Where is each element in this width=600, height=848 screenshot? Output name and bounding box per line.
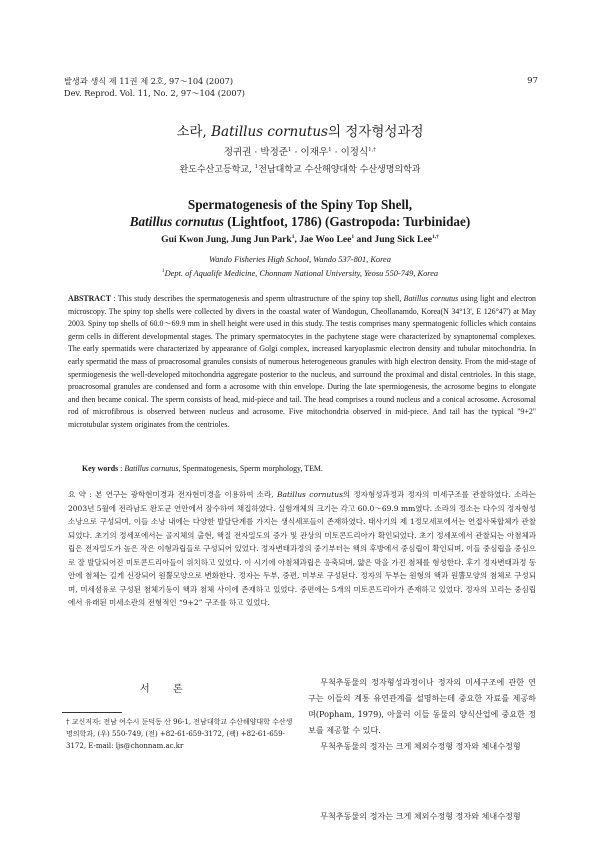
english-author-2: , Jae Woo Lee (294, 234, 352, 246)
korean-abstract-species: Batillus cornutus (277, 490, 343, 499)
intro-paragraph-2: 무척추동물의 정자는 크게 체외수정형 정자와 체내수정형 (320, 741, 521, 751)
abstract-text-1: : This study describes the spermatogenesis and sperm ultrastructure of the spiny top shell, (110, 294, 404, 303)
korean-affiliation (0, 162, 600, 175)
section-title-introduction: 서 론 (140, 684, 193, 695)
english-author-3: and Jung Sick Lee (354, 234, 432, 246)
superscript: 1 (161, 268, 165, 274)
abstract-label: ABSTRACT (68, 294, 111, 303)
korean-title-prefix: 소라, (176, 124, 212, 140)
korean-authors (0, 144, 600, 158)
footnote-divider (62, 712, 122, 713)
korean-abstract-text-1: 요 약 : 본 연구는 광학현미경과 전자현미경을 이용하여 소라, (68, 490, 278, 499)
korean-title (0, 120, 600, 140)
introduction-column (308, 674, 536, 754)
superscript: 1,† (368, 146, 377, 153)
korean-affiliation-2: 전남대학교 수산해양대학 수산생명의학과 (258, 165, 421, 175)
english-title-line1: Spermatogenesis of the Spiny Top Shell, (187, 197, 413, 212)
superscript: 1 (351, 234, 355, 240)
page-number: 97 (527, 76, 538, 86)
abstract-text-2: using light and electron microscopy. The spiny top shells were collected by divers in the coastal water of Wandogun, Cheollanamdo, Korea(N 34°13', E 126°47') at May 2003. Spiny top shells of 60.0～69.9 mm in shell height were used in this study. The testis comprises many spermatogenic follicles which contains germ cells in different developmental stages. The primary spermatocytes in the pachytene stage were characterized by synaptonemal complexes. The early spermatids were characterized by appearance of Golgi complex, increased karyoplasmic electron density and tubular mitochondria. In early spermatid the mass of proacrosomal granules consists of numerous heterogeneous granules with high electron density. From the mid-stage of spermiogenesis the well-developed mitochondria aggregate posterior to the nucleus, and surround the proximal and distal centrioles. In this stage, proacrosomal granules are condensed and form a acrosome with thin envelope. During the late spermiogenesis, the acrosome begins to elongate and then became conical. The sperm consists of head, mid-piece and tail. The head comprises a round nucleus and a conical acrosome. Acrosomal rod of microfibrous is observed between nucleus and acrosome. Five mitochondria observed in mid-piece. And tail has the typical "9+2" microtubular system originates from the centrioles. (68, 294, 536, 429)
abstract-species: Batillus cornutus (403, 294, 459, 303)
journal-header-english: Dev. Reprod. Vol. 11, No. 2, 97～104 (2007) (64, 88, 245, 98)
keywords-rest: , Spermatogenesis, Sperm morphology, TEM. (178, 464, 323, 473)
corresponding-author-footnote: † 교신저자: 전남 여수시 둔덕동 산 96-1, 전남대학교 수산해양대학 수산생명의학과, (우) 550-749, (전) +82-61-659-3172, (팩) +82-61-659-3172, E-mail: ljs@chonnam.ac.kr (66, 718, 293, 750)
superscript: 1 (291, 234, 295, 240)
intro-paragraph-1: 무척추동물의 정자형성과정이나 정자의 미세구조에 관한 연구는 이들의 계통 유연관계를 설명하는데 중요한 자료를 제공하며(Popham, 1979), 아울러 이들 동물의 양식산업에 중요한 정보를 제공할 수 있다. (308, 677, 536, 735)
superscript: 1 (287, 146, 292, 153)
english-abstract (68, 293, 536, 432)
english-title (0, 196, 600, 230)
korean-author-1: 정귀권 · 박정준 (223, 147, 288, 158)
page-bottom-paragraph (308, 808, 536, 824)
english-affiliation-2-text: Dept. of Aqualife Medicine, Chonnam National University, Yeosu 550-749, Korea (164, 268, 439, 278)
korean-abstract (68, 488, 536, 610)
superscript: 1 (254, 164, 259, 170)
page-bottom-text: 무척추동물의 정자는 크게 체외수정형 정자와 체내수정형 (320, 811, 521, 821)
keywords (82, 464, 532, 473)
superscript: 1 (328, 146, 332, 153)
korean-author-2: · 이재우 (291, 147, 329, 158)
english-title-species: Batillus cornutus (129, 214, 224, 229)
english-title-rest: (Lightfoot, 1786) (Gastropoda: Turbinidae) (223, 214, 471, 229)
korean-abstract-text-2: 의 정자형성과정과 정자의 미세구조를 관찰하였다. 소라는 2003년 5월에 전라남도 완도군 연안에서 잠수하여 채집하였다. 실험개체의 크기는 각고 60.0～69.9 mm였다. 소라의 정소는 다수의 정자형성소낭으로 구성되며, 이들 소낭 내에는 다양한 발달단계를 가지는 생식세포들이 존재하였다. 태사기의 제 1정모세포에서는 연접사복합체가 관찰되었다. 초기의 정세포에서는 골지체의 출현, 핵질 전자밀도의 증가 및 관상의 미토콘드리아가 확인되었다. 초기 정세포에서 관찰되는 아첨체과립은 전자밀도가 높은 작은 이형과립들로 구성되어 있었다. 정자변태과정의 중기부터는 핵의 후방에서 중심립이 확인되며, 이들 중심립을 중심으로 잘 발달되어진 미토콘드리아들이 위치하고 있었다. 이 시기에 아첨체과립은 응축되며, 얇은 막을 가진 첨체를 형성한다. 후기 정자변태과정 동안에 첨체는 길게 신장되어 원뿔모양으로 변화한다. 정자는 두부, 중편, 미부로 구성된다. 정자의 두부는 원형의 핵과 원뿔모양의 첨체로 구성되며, 미세섬유로 구성된 첨체기둥이 핵과 첨체 사이에 존재하고 있었다. 중편에는 5개의 미토콘드리아가 존재하고 있었다. 정자의 꼬리는 중심립에서 유래된 미세소관의 전형적인 “9+2” 구조를 하고 있었다. (68, 490, 536, 607)
english-affiliation-2 (0, 268, 600, 278)
keywords-label: Key words (82, 464, 119, 473)
korean-title-suffix: 의 정자형성과정 (327, 124, 424, 140)
english-author-1: Gui Kwon Jung, Jung Jun Park (161, 234, 292, 246)
english-authors (0, 234, 600, 245)
korean-author-3: · 이정식 (331, 147, 369, 158)
korean-title-species: Batillus cornutus (211, 124, 328, 140)
superscript: 1,† (431, 234, 439, 240)
korean-affiliation-1: 완도수산고등학교, (179, 165, 255, 175)
keywords-species: Batillus cornutus (124, 464, 179, 473)
journal-header-korean: 발생과 생식 제 11권 제 2호, 97～104 (2007) (64, 76, 234, 86)
keywords-sep: : (118, 464, 125, 473)
english-title-line2 (0, 213, 600, 230)
english-affiliation-1: Wando Fisheries High School, Wando 537-801, Korea (209, 255, 391, 264)
